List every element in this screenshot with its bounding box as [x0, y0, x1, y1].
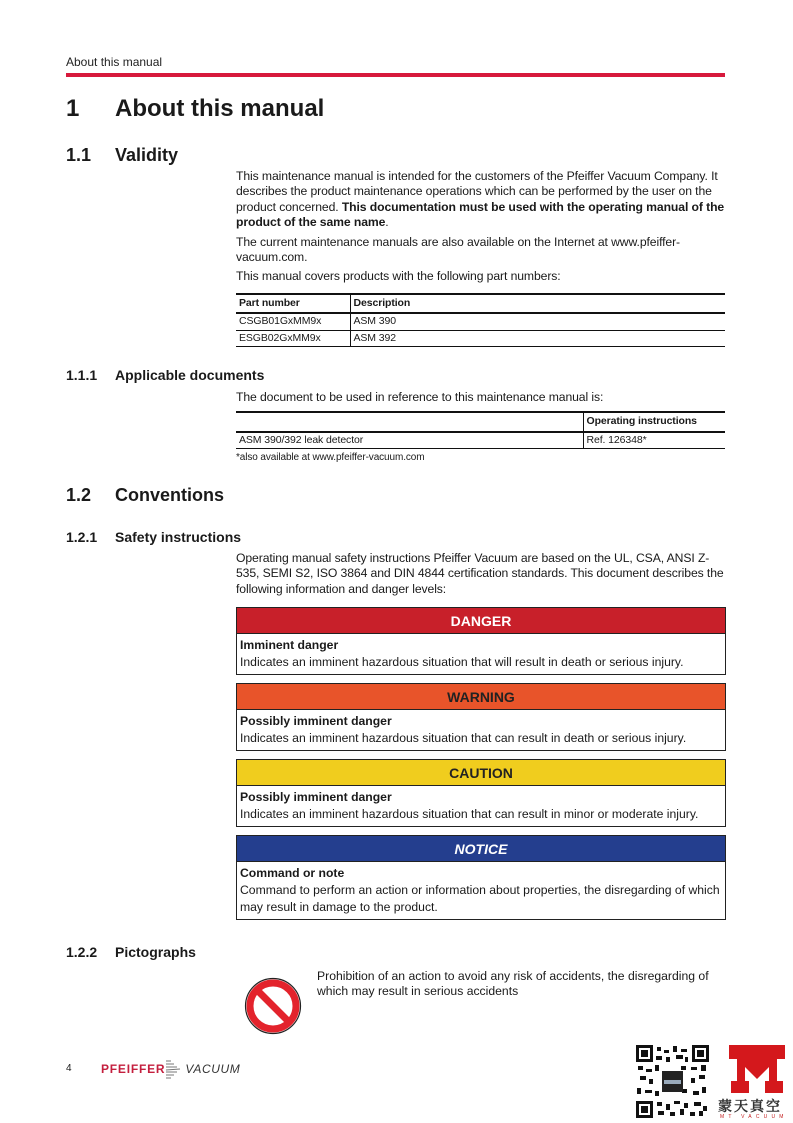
header-rule	[66, 73, 725, 77]
subsection-safety-heading	[66, 529, 241, 545]
notice-content	[237, 862, 725, 919]
warning-box	[236, 683, 726, 751]
section-number: 1.2.1	[66, 529, 98, 545]
brand-left: PFEIFFER	[101, 1062, 166, 1076]
applicable-docs-body	[236, 390, 726, 466]
danger-content	[237, 634, 725, 674]
pfeiffer-logo	[101, 1058, 240, 1080]
table-cell: ESGB02GxMM9x	[236, 330, 350, 346]
section-title: Applicable documents	[115, 367, 265, 383]
danger-box	[236, 607, 726, 675]
section-title: Safety instructions	[115, 529, 242, 545]
caution-title: Possibly imminent danger	[240, 790, 392, 804]
chapter-heading	[66, 95, 324, 123]
caution-box	[236, 759, 726, 827]
warning-label: WARNING	[237, 684, 725, 710]
table-header	[236, 412, 583, 431]
section-validity-heading	[66, 145, 178, 166]
subsection-pictographs-heading	[66, 944, 196, 960]
section-title: Pictographs	[115, 944, 196, 960]
caution-content	[237, 786, 725, 826]
warning-content	[237, 710, 725, 750]
section-number: 1.1.1	[66, 367, 98, 383]
caution-text: Indicates an imminent hazardous situation that can result in minor or moderate injury.	[240, 807, 699, 821]
section-number: 1.1	[66, 145, 92, 165]
table-header-row	[236, 294, 725, 313]
table-cell: CSGB01GxMM9x	[236, 313, 350, 330]
applicable-docs-table	[236, 411, 725, 449]
mt-vacuum-en-name: MT VACUUM	[720, 1114, 788, 1120]
pictograph-description: Prohibition of an action to avoid any risk of accidents, the disregarding of which may result in serious accidents	[317, 969, 709, 999]
table-header: Operating instructions	[583, 412, 725, 431]
running-header: About this manual	[66, 55, 163, 69]
danger-label: DANGER	[237, 608, 725, 634]
chapter-title: About this manual	[115, 95, 325, 122]
part-number-table	[236, 293, 725, 347]
brand-arrow-icon	[165, 1059, 181, 1079]
table-header: Description	[350, 294, 725, 313]
notice-box	[236, 835, 726, 920]
para-end: .	[385, 215, 389, 230]
table-row	[236, 432, 725, 449]
notice-label: NOTICE	[237, 836, 725, 862]
section-title: Conventions	[115, 485, 225, 505]
table-row	[236, 313, 725, 330]
mt-vacuum-cn-name: 蒙天真空	[718, 1099, 782, 1115]
table-cell: ASM 392	[350, 330, 725, 346]
table-header: Part number	[236, 294, 350, 313]
applicable-docs-intro: The document to be used in reference to this maintenance manual is:	[236, 390, 604, 404]
warning-title: Possibly imminent danger	[240, 714, 392, 728]
section-title: Validity	[115, 145, 179, 165]
para-bold-text: This documentation must be used with the operating manual of the product of the same name	[236, 199, 725, 230]
section-number: 1.2.2	[66, 944, 98, 960]
footnote: *also available at www.pfeiffer-vacuum.com	[236, 452, 425, 464]
caution-label: CAUTION	[237, 760, 725, 786]
qr-code	[636, 1045, 709, 1118]
table-cell: ASM 390/392 leak detector	[236, 432, 583, 449]
section-number: 1.2	[66, 485, 92, 505]
table-cell: Ref. 126348*	[583, 432, 725, 449]
prohibition-icon	[244, 977, 302, 1035]
validity-para2: The current maintenance manuals are also available on the Internet at www.pfeiffer-vacuum.com.	[236, 234, 681, 265]
table-row	[236, 330, 725, 346]
para-text: This maintenance manual is intended for the customers of the Pfeiffer Vacuum Company. It describes the product maintenance operations which can be performed by the user on the product concerned.	[236, 169, 718, 214]
notice-title: Command or note	[240, 866, 345, 880]
validity-body	[236, 169, 726, 347]
subsection-applicable-docs-heading	[66, 367, 264, 383]
danger-title: Imminent danger	[240, 638, 339, 652]
notice-text: Command to perform an action or information about properties, the disregarding of which may result in damage to the product.	[240, 883, 720, 914]
brand-right: VACUUM	[185, 1062, 241, 1076]
safety-intro: Operating manual safety instructions Pfeiffer Vacuum are based on the UL, CSA, ANSI Z-535, SEMI S2, ISO 3864 and DIN 4844 certification standards. This document describes the following information and danger levels:	[236, 551, 724, 596]
table-cell: ASM 390	[350, 313, 725, 330]
validity-para3: This manual covers products with the following part numbers:	[236, 269, 561, 284]
warning-text: Indicates an imminent hazardous situation that can result in death or serious injury.	[240, 731, 687, 745]
table-header-row	[236, 412, 725, 431]
chapter-number: 1	[66, 95, 80, 122]
section-conventions-heading	[66, 485, 224, 506]
validity-para1	[236, 169, 726, 231]
page-number: 4	[66, 1063, 72, 1074]
danger-text: Indicates an imminent hazardous situation that will result in death or serious injury.	[240, 655, 684, 669]
